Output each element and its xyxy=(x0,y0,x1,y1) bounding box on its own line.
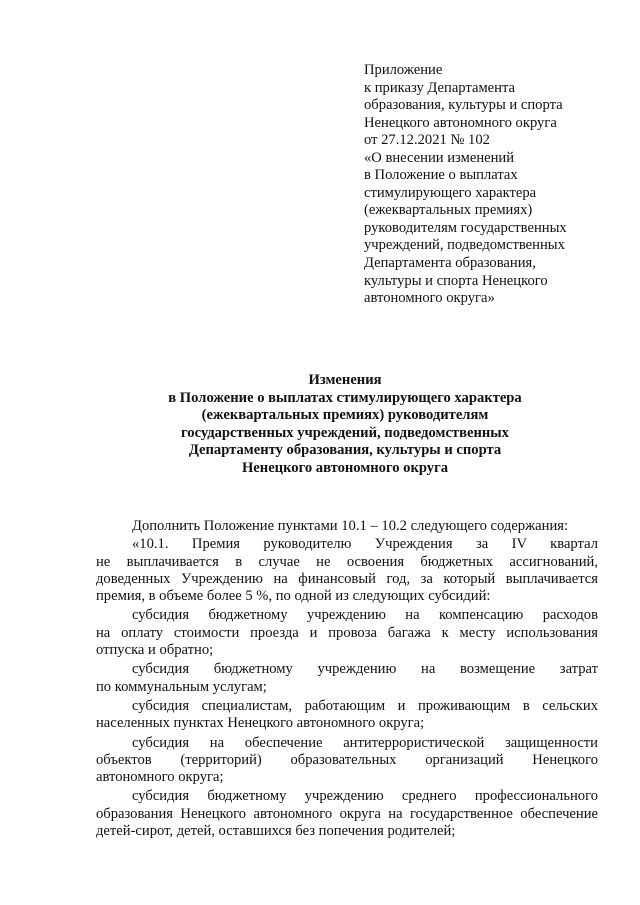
title-line: государственных учреждений, подведомственных xyxy=(181,424,509,441)
appendix-block xyxy=(364,62,614,308)
appendix-line: культуры и спорта Ненецкого xyxy=(364,272,548,289)
appendix-line: стимулирующего характера xyxy=(364,184,537,201)
appendix-line: в Положение о выплатах xyxy=(364,167,518,184)
title-line: Ненецкого автономного округа xyxy=(241,459,449,476)
subsidy-item xyxy=(96,661,598,696)
intro-paragraph: Дополнить Положение пунктами 10.1 – 10.2 следующего содержания: xyxy=(132,518,569,534)
appendix-line: (ежеквартальных премиях) xyxy=(364,202,533,219)
appendix-line: Департамента образования, xyxy=(364,255,536,272)
paragraph-line: субсидия бюджетному учреждению на компенсацию расходов xyxy=(132,607,598,624)
appendix-line: от 27.12.2021 № 102 xyxy=(364,132,490,149)
paragraph-line: автономного округа; xyxy=(96,769,224,786)
subsidy-item xyxy=(96,698,598,733)
paragraph-line: объектов (территорий) образовательных организаций Ненецкого xyxy=(96,751,598,768)
document-title xyxy=(100,372,590,477)
subsidy-item xyxy=(96,607,598,659)
paragraph-line: доведенных Учреждению на финансовый год, за который выплачивается xyxy=(96,570,598,587)
appendix-line: учреждений, подведомственных xyxy=(364,237,565,254)
appendix-line: образования, культуры и спорта xyxy=(364,97,563,114)
paragraph-line: субсидия бюджетному учреждению среднего профессионального xyxy=(132,788,598,805)
paragraph-line: населенных пунктах Ненецкого автономного округа; xyxy=(96,715,425,732)
appendix-line: «О внесении изменений xyxy=(364,149,515,166)
subsidy-item xyxy=(96,735,598,787)
appendix-line: автономного округа» xyxy=(364,290,495,307)
title-line: Изменения xyxy=(308,372,382,388)
paragraph-line: премия, в объеме более 5 %, по одной из следующих субсидий: xyxy=(96,588,491,605)
paragraph-line: субсидия на обеспечение антитеррористической защищенности xyxy=(132,734,598,751)
appendix-line: Ненецкого автономного округа xyxy=(364,114,557,131)
paragraph-line: «10.1. Премия руководителю Учреждения за IV квартал xyxy=(132,536,598,553)
paragraph-10-1 xyxy=(96,536,598,605)
title-line: (ежеквартальных премиях) руководителям xyxy=(201,407,489,423)
paragraph-line: по коммунальным услугам; xyxy=(96,678,267,695)
paragraph-line: не выплачивается в случае не освоения бюджетных ассигнований, xyxy=(96,553,598,570)
title-line: в Положение о выплатах стимулирующего характера xyxy=(168,389,522,406)
appendix-line: руководителям государственных xyxy=(364,219,567,236)
document-body xyxy=(96,518,598,842)
appendix-line: Приложение xyxy=(364,62,443,78)
paragraph-line: на оплату стоимости проезда и провоза багажа к месту использования xyxy=(96,624,598,641)
title-line: Департаменту образования, культуры и спорта xyxy=(188,442,502,458)
paragraph-line: субсидия специалистам, работающим и проживающим в сельских xyxy=(132,697,598,714)
paragraph-line: субсидия бюджетному учреждению на возмещение затрат xyxy=(132,661,598,678)
paragraph-line: детей-сирот, детей, оставшихся без попечения родителей; xyxy=(96,823,456,840)
subsidy-item xyxy=(96,788,598,840)
paragraph-line: образования Ненецкого автономного округа на государственное обеспечение xyxy=(96,805,598,822)
paragraph-line: отпуска и обратно; xyxy=(96,642,214,659)
appendix-line: к приказу Департамента xyxy=(364,79,515,96)
